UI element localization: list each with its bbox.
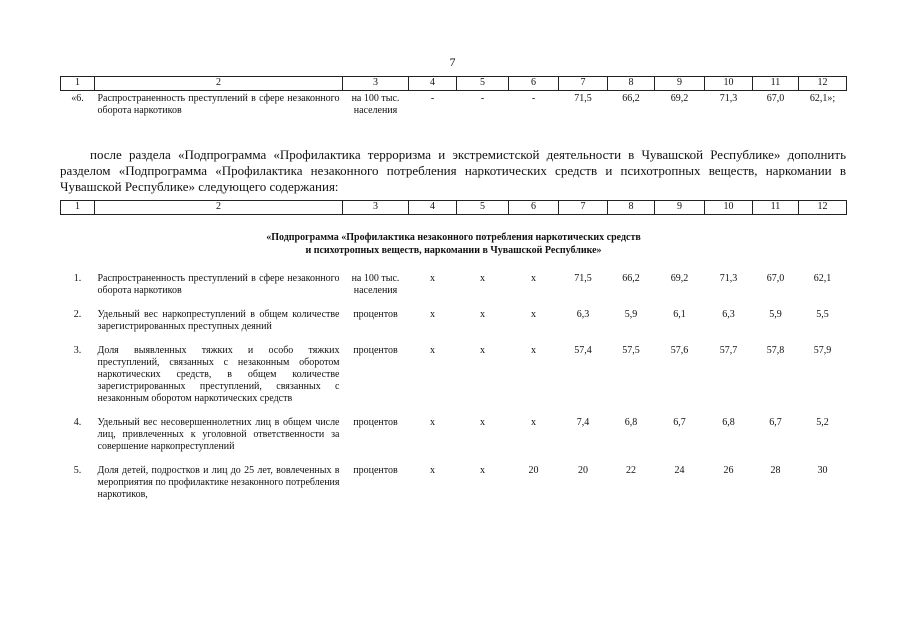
- value-cell: -: [480, 93, 485, 104]
- value-cell: 67,0: [766, 273, 785, 284]
- column-header: 9: [655, 201, 705, 215]
- column-header: 5: [457, 201, 509, 215]
- page-number: 7: [449, 55, 456, 69]
- value-cell: х: [430, 345, 435, 356]
- unit-of-measure: процентов: [353, 417, 398, 428]
- column-header: 3: [343, 77, 409, 91]
- subprogram-heading: [61, 215, 847, 274]
- amendment-paragraph: [60, 147, 846, 195]
- value-cell: 62,1: [813, 273, 832, 284]
- table-row: [61, 309, 847, 345]
- value-cell: 6,8: [722, 417, 735, 428]
- row-number: 1.: [73, 273, 82, 284]
- column-header: 4: [409, 77, 457, 91]
- table-row: [61, 465, 847, 513]
- value-cell: 57,9: [813, 345, 832, 356]
- table-row: [61, 345, 847, 417]
- column-header: 9: [655, 77, 705, 91]
- row-number: 4.: [73, 417, 82, 428]
- value-cell: 71,5: [574, 93, 592, 104]
- value-cell: 28: [770, 465, 781, 476]
- value-cell: 62,1»;: [809, 93, 836, 104]
- column-header: 10: [705, 201, 753, 215]
- column-header: 10: [705, 77, 753, 91]
- value-cell: 69,2: [670, 93, 689, 104]
- subprogram-heading-row: [61, 215, 847, 274]
- column-header: 4: [409, 201, 457, 215]
- value-cell: 20: [578, 465, 588, 476]
- column-header: 12: [799, 201, 847, 215]
- value-cell: х: [480, 417, 485, 428]
- column-header: 8: [608, 201, 655, 215]
- column-header: 7: [559, 201, 608, 215]
- value-cell: х: [480, 273, 485, 284]
- unit-of-measure: на 100 тыс. населения: [351, 93, 400, 116]
- unit-of-measure: процентов: [353, 465, 398, 476]
- value-cell: х: [430, 465, 435, 476]
- row-number: 5.: [73, 465, 82, 476]
- indicator-name: Удельный вес несовершеннолетних лиц в общем числе лиц, привлеченных к уголовной ответственности за совершение наркопреступлений: [97, 417, 340, 452]
- value-cell: 57,7: [719, 345, 738, 356]
- value-cell: 6,7: [673, 417, 686, 428]
- subprogram-heading-line1: «Подпрограмма «Профилактика незаконного потребления наркотических средств: [266, 232, 641, 243]
- value-cell: 66,2: [622, 93, 640, 104]
- value-cell: х: [430, 309, 435, 320]
- column-header: 2: [95, 201, 343, 215]
- value-cell: 22: [626, 465, 636, 476]
- value-cell: х: [531, 309, 536, 320]
- value-cell: х: [430, 273, 435, 284]
- row-number: 3.: [73, 345, 82, 356]
- value-cell: 26: [723, 465, 734, 476]
- value-cell: х: [531, 273, 536, 284]
- column-header: 6: [509, 201, 559, 215]
- value-cell: 24: [674, 465, 685, 476]
- column-header: 6: [509, 77, 559, 91]
- indicator-name: Распространенность преступлений в сфере незаконного оборота наркотиков: [97, 273, 340, 296]
- column-header: 11: [753, 77, 799, 91]
- value-cell: 6,8: [624, 417, 638, 428]
- unit-of-measure: процентов: [353, 309, 398, 320]
- indicator-name: Распространенность преступлений в сфере незаконного оборота наркотиков: [97, 93, 340, 116]
- subprogram-heading-line2: и психотропных веществ, наркомании в Чувашской Республике»: [305, 245, 602, 256]
- column-header: 12: [799, 77, 847, 91]
- column-header: 7: [559, 77, 608, 91]
- value-cell: 6,3: [576, 309, 590, 320]
- table-header-row: [61, 201, 847, 215]
- value-cell: 6,3: [722, 309, 735, 320]
- value-cell: х: [480, 345, 485, 356]
- value-cell: 71,5: [574, 273, 592, 284]
- value-cell: 71,3: [719, 273, 738, 284]
- value-cell: 57,6: [670, 345, 689, 356]
- indicator-name: Доля выявленных тяжких и особо тяжких преступлений, связанных с незаконным оборотом наркотических средств, в общем количестве зарегистрированных преступлений, связанных с незаконным оборотом наркотических средств: [97, 345, 340, 404]
- indicator-table-continuation: [60, 76, 847, 117]
- value-cell: 66,2: [622, 273, 640, 284]
- value-cell: 71,3: [719, 93, 738, 104]
- unit-of-measure: процентов: [353, 345, 398, 356]
- table-row: [61, 417, 847, 465]
- value-cell: -: [430, 93, 435, 104]
- value-cell: х: [531, 345, 536, 356]
- unit-of-measure: на 100 тыс. населения: [351, 273, 400, 296]
- value-cell: 5,9: [624, 309, 638, 320]
- amendment-text: после раздела «Подпрограмма «Профилактика терроризма и экстремистской деятельности в Чувашской Республике» дополнить разделом «Подпрограмма «Профилактика незаконного потребления наркотических средств и психотропных веществ, наркомании в Чувашской Республике» следующего содержания:: [60, 147, 846, 194]
- value-cell: 5,5: [816, 309, 829, 320]
- column-header: 3: [343, 201, 409, 215]
- column-header: 8: [608, 77, 655, 91]
- value-cell: х: [430, 417, 435, 428]
- value-cell: 57,5: [622, 345, 640, 356]
- value-cell: 5,2: [816, 417, 829, 428]
- row-number: 2.: [73, 309, 82, 320]
- value-cell: 7,4: [576, 417, 590, 428]
- value-cell: -: [531, 93, 536, 104]
- subprogram-indicator-table: [60, 200, 847, 513]
- table-header-row: [61, 77, 847, 91]
- value-cell: 6,7: [769, 417, 782, 428]
- value-cell: х: [480, 465, 485, 476]
- column-header: 1: [61, 201, 95, 215]
- indicator-name: Удельный вес наркопреступлений в общем количестве зарегистрированных преступных деяний: [97, 309, 340, 332]
- value-cell: 20: [528, 465, 539, 476]
- value-cell: 57,4: [574, 345, 592, 356]
- table-row: [61, 273, 847, 309]
- table-row: [61, 91, 847, 118]
- value-cell: 57,8: [766, 345, 785, 356]
- column-header: 5: [457, 77, 509, 91]
- value-cell: 67,0: [766, 93, 785, 104]
- column-header: 1: [61, 77, 95, 91]
- value-cell: х: [531, 417, 536, 428]
- row-number: «6.: [71, 93, 84, 104]
- value-cell: 6,1: [673, 309, 686, 320]
- value-cell: 30: [817, 465, 828, 476]
- indicator-name: Доля детей, подростков и лиц до 25 лет, вовлеченных в мероприятия по профилактике незаконного потребления наркотиков,: [97, 465, 340, 500]
- value-cell: 69,2: [670, 273, 689, 284]
- column-header: 11: [753, 201, 799, 215]
- value-cell: 5,9: [769, 309, 782, 320]
- column-header: 2: [95, 77, 343, 91]
- value-cell: х: [480, 309, 485, 320]
